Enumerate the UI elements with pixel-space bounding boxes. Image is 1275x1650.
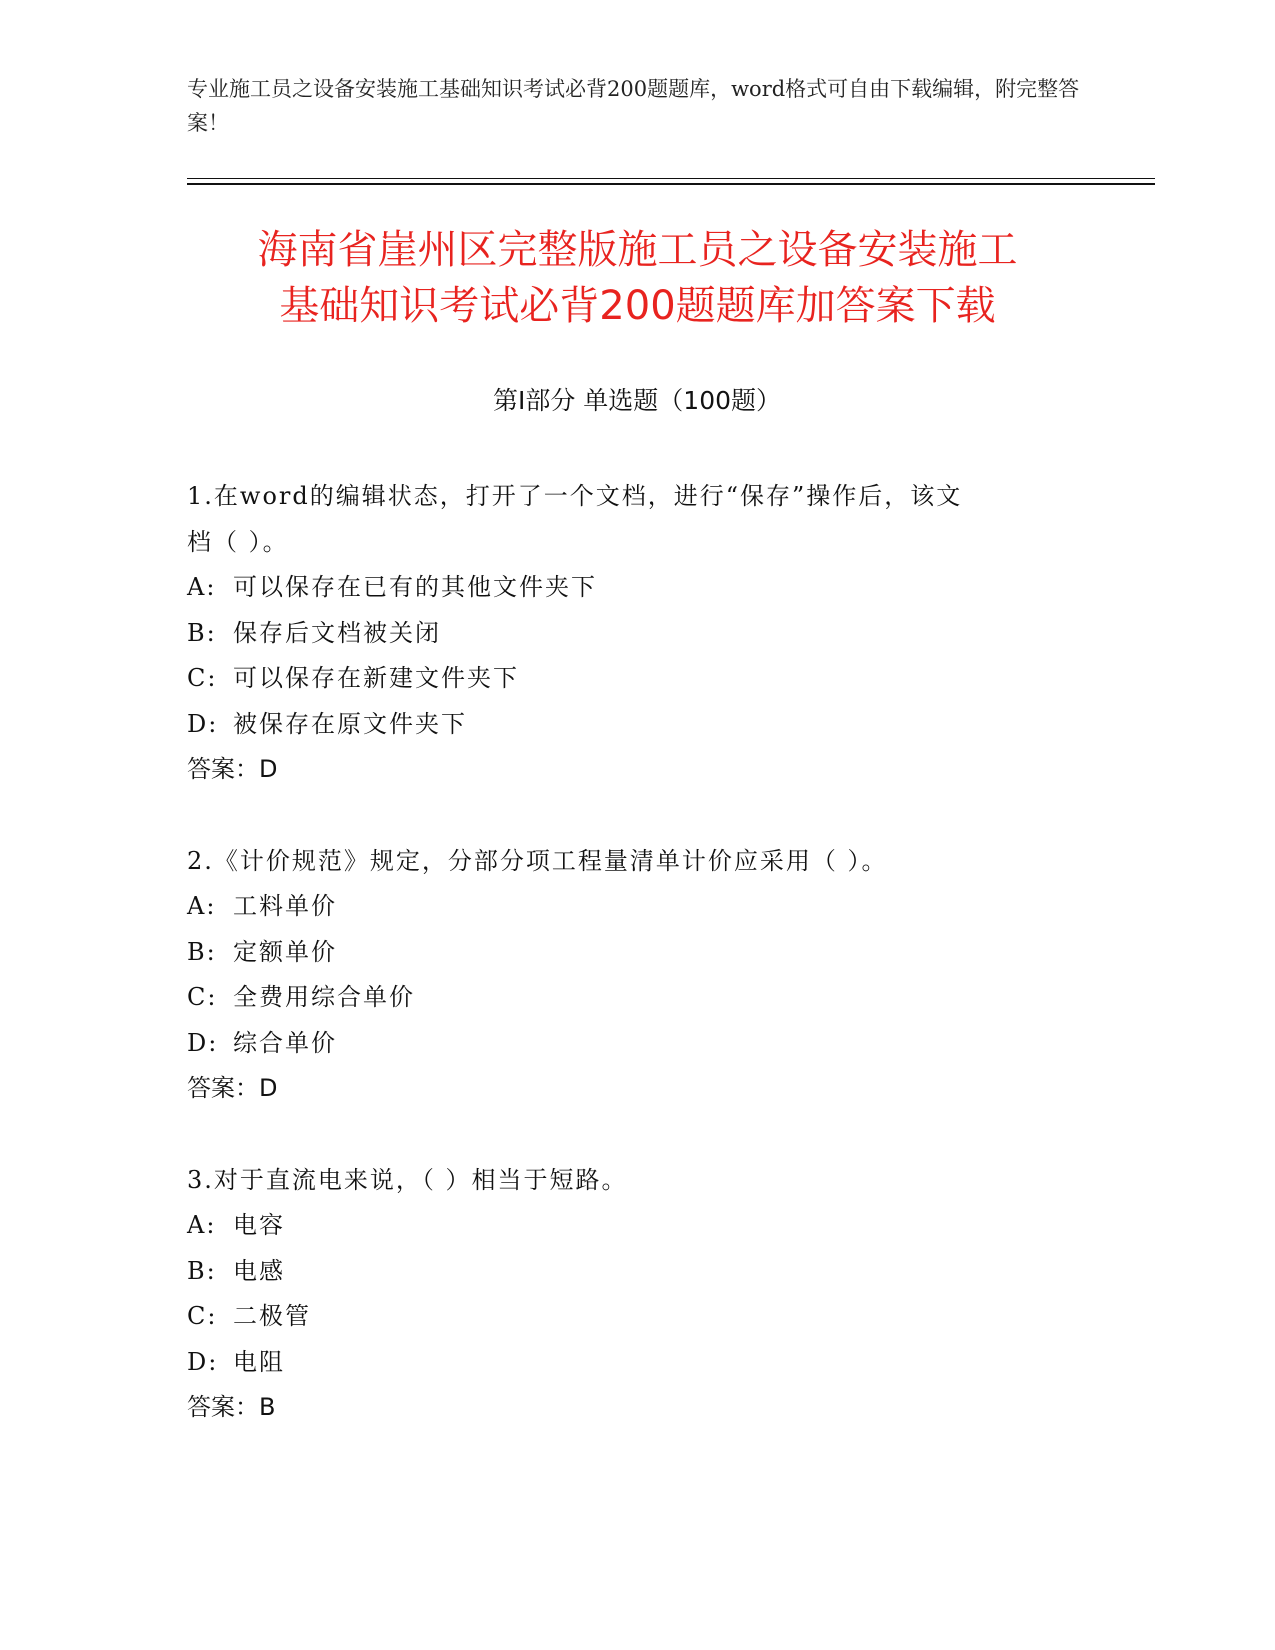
option-b <box>187 611 1087 657</box>
option-c <box>187 1294 1087 1340</box>
option-text: 被保存在原文件夹下 <box>233 709 467 738</box>
option-letter: A: <box>187 892 217 920</box>
option-text: 综合单价 <box>233 1028 337 1057</box>
question-1 <box>187 474 1087 793</box>
section-title: 第Ⅰ部分 单选题（100题） <box>492 386 782 415</box>
main-title <box>140 222 1135 334</box>
option-text: 定额单价 <box>233 937 337 966</box>
option-d <box>187 702 1087 748</box>
option-letter: A: <box>187 1211 217 1239</box>
option-letter: C: <box>187 1302 218 1330</box>
answer: 答案：D <box>187 755 278 783</box>
option-a <box>187 1203 1087 1249</box>
answer: 答案：B <box>187 1393 276 1421</box>
option-b <box>187 1249 1087 1295</box>
option-a <box>187 884 1087 930</box>
question-stem: 1.在word的编辑状态，打开了一个文档，进行“保存”操作后，该文 <box>187 482 963 510</box>
option-text: 电阻 <box>233 1347 285 1376</box>
option-d <box>187 1021 1087 1067</box>
question-2 <box>187 839 1087 1112</box>
question-stem: 2.《计价规范》规定，分部分项工程量清单计价应采用（ ）。 <box>187 846 888 875</box>
question-stem: 3.对于直流电来说，（ ）相当于短路。 <box>187 1165 628 1194</box>
option-letter: C: <box>187 983 218 1011</box>
option-b <box>187 930 1087 976</box>
option-text: 保存后文档被关闭 <box>233 618 441 647</box>
option-letter: B: <box>187 1256 217 1285</box>
option-a <box>187 565 1087 611</box>
option-text: 电感 <box>233 1256 285 1285</box>
header-rule-thick <box>187 183 1155 185</box>
option-letter: D: <box>187 1028 219 1057</box>
main-title-line-2: 基础知识考试必背200题题库加答案下载 <box>279 283 996 329</box>
option-letter: D: <box>187 709 219 738</box>
question-stem-continued: 档（ ）。 <box>187 527 289 556</box>
option-letter: C: <box>187 664 218 692</box>
answer: 答案：D <box>187 1074 278 1102</box>
option-letter: B: <box>187 937 217 966</box>
option-c <box>187 656 1087 702</box>
question-list <box>187 474 1087 1477</box>
option-c <box>187 975 1087 1021</box>
option-d <box>187 1340 1087 1386</box>
option-text: 可以保存在新建文件夹下 <box>233 664 519 692</box>
option-text: 电容 <box>233 1211 285 1239</box>
header-rule-thin <box>187 178 1155 179</box>
option-text: 全费用综合单价 <box>233 983 415 1011</box>
option-text: 工料单价 <box>233 892 337 920</box>
option-text: 可以保存在已有的其他文件夹下 <box>233 573 597 601</box>
header-note: 专业施工员之设备安装施工基础知识考试必背200题题库，word格式可自由下载编辑，附完整答案！ <box>187 77 1080 135</box>
main-title-line-1: 海南省崖州区完整版施工员之设备安装施工 <box>257 227 1018 273</box>
option-letter: B: <box>187 618 217 647</box>
option-text: 二极管 <box>233 1302 311 1330</box>
question-3 <box>187 1158 1087 1431</box>
option-letter: A: <box>187 573 217 601</box>
option-letter: D: <box>187 1347 219 1376</box>
